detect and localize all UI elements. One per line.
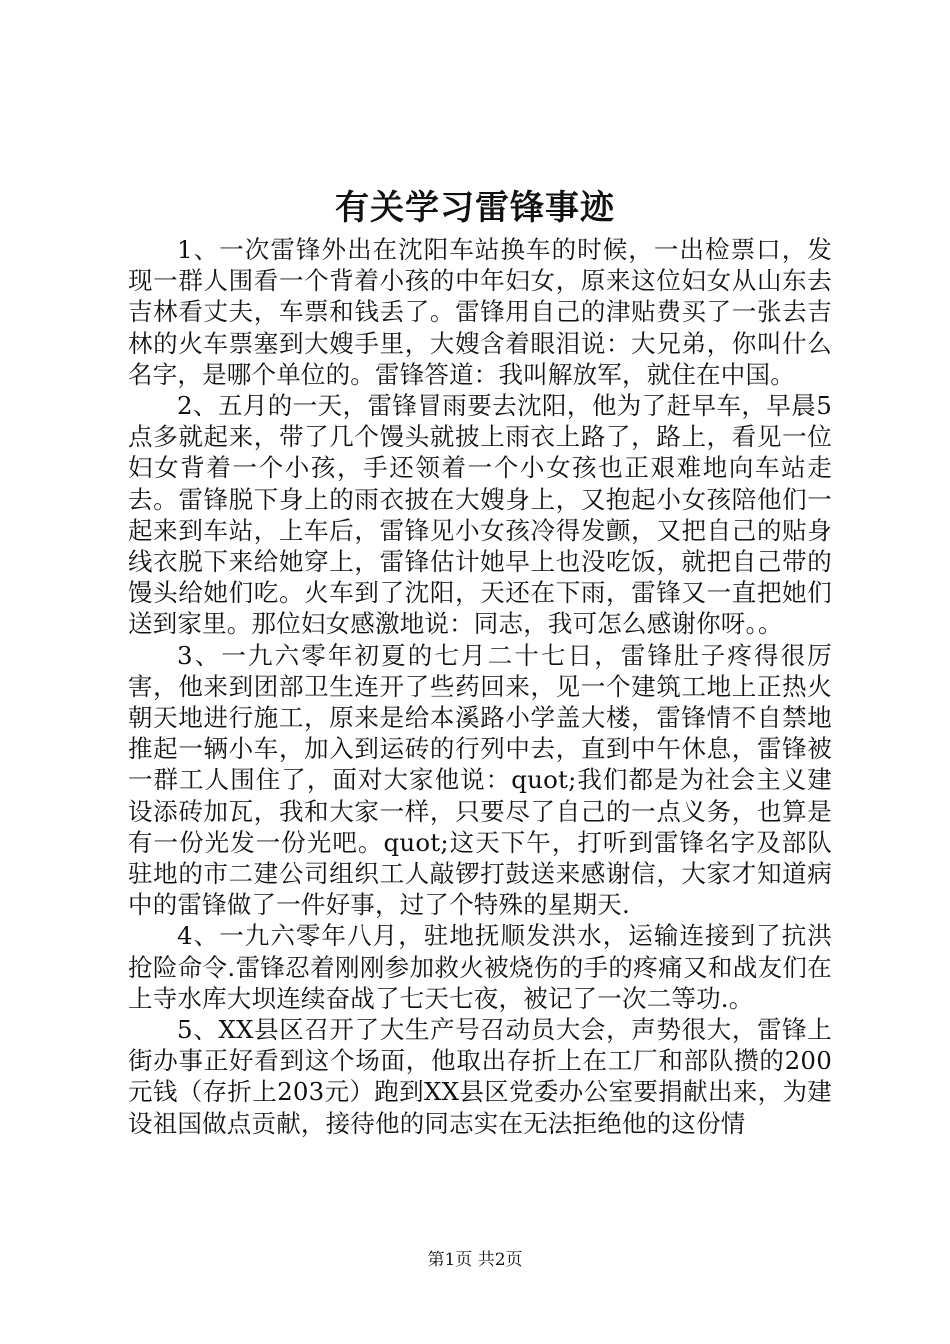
document-title: 有关学习雷锋事迹: [335, 188, 615, 228]
paragraph-4: 4、一九六零年八月，驻地抚顺发洪水，运输连接到了抗洪抢险命令.雷锋忍着刚刚参加救火被烧伤的手的疼痛又和战友们在上寺水库大坝连续奋战了七天七夜，被记了一次二等功.。: [128, 921, 832, 1013]
page-number-footer: 第1页 共2页: [427, 1250, 523, 1270]
paragraph-2: 2、五月的一天，雷锋冒雨要去沈阳，他为了赶早车，早晨5点多就起来，带了几个馒头就披上雨衣上路了，路上，看见一位妇女背着一个小孩，手还领着一个小女孩也正艰难地向车站走去。雷锋脱下身上的雨衣披在大嫂身上，又抱起小女孩陪他们一起来到车站，上车后，雷锋见小女孩冷得发颤，又把自己的贴身线衣脱下来给她穿上，雷锋估计她早上也没吃饭，就把自己带的馒头给她们吃。火车到了沈阳，天还在下雨，雷锋又一直把她们送到家里。那位妇女感激地说：同志，我可怎么感谢你呀。。: [128, 391, 832, 639]
document-body: [128, 234, 832, 1139]
paragraph-1: 1、一次雷锋外出在沈阳车站换车的时候，一出检票口，发现一群人围看一个背着小孩的中年妇女，原来这位妇女从山东去吉林看丈夫，车票和钱丢了。雷锋用自己的津贴费买了一张去吉林的火车票塞到大嫂手里，大嫂含着眼泪说：大兄弟，你叫什么名字，是哪个单位的。雷锋答道：我叫解放军，就住在中国。: [128, 235, 832, 389]
paragraph-3: 3、一九六零年初夏的七月二十七日，雷锋肚子疼得很厉害，他来到团部卫生连开了些药回来，见一个建筑工地上正热火朝天地进行施工，原来是给本溪路小学盖大楼，雷锋情不自禁地推起一辆小车，加入到运砖的行列中去，直到中午休息，雷锋被一群工人围住了，面对大家他说：quot;我们都是为社会主义建设添砖加瓦，我和大家一样，只要尽了自己的一点义务，也算是有一份光发一份光吧。quot;这天下午，打听到雷锋名字及部队驻地的市二建公司组织工人敲锣打鼓送来感谢信，大家才知道病中的雷锋做了一件好事，过了个特殊的星期天.: [128, 640, 832, 920]
paragraph-5: 5、XX县区召开了大生产号召动员大会，声势很大，雷锋上街办事正好看到这个场面，他取出存折上在工厂和部队攒的200元钱（存折上203元）跑到XX县区党委办公室要捐献出来，为建设祖国做点贡献，接待他的同志实在无法拒绝他的这份情: [128, 1015, 832, 1138]
